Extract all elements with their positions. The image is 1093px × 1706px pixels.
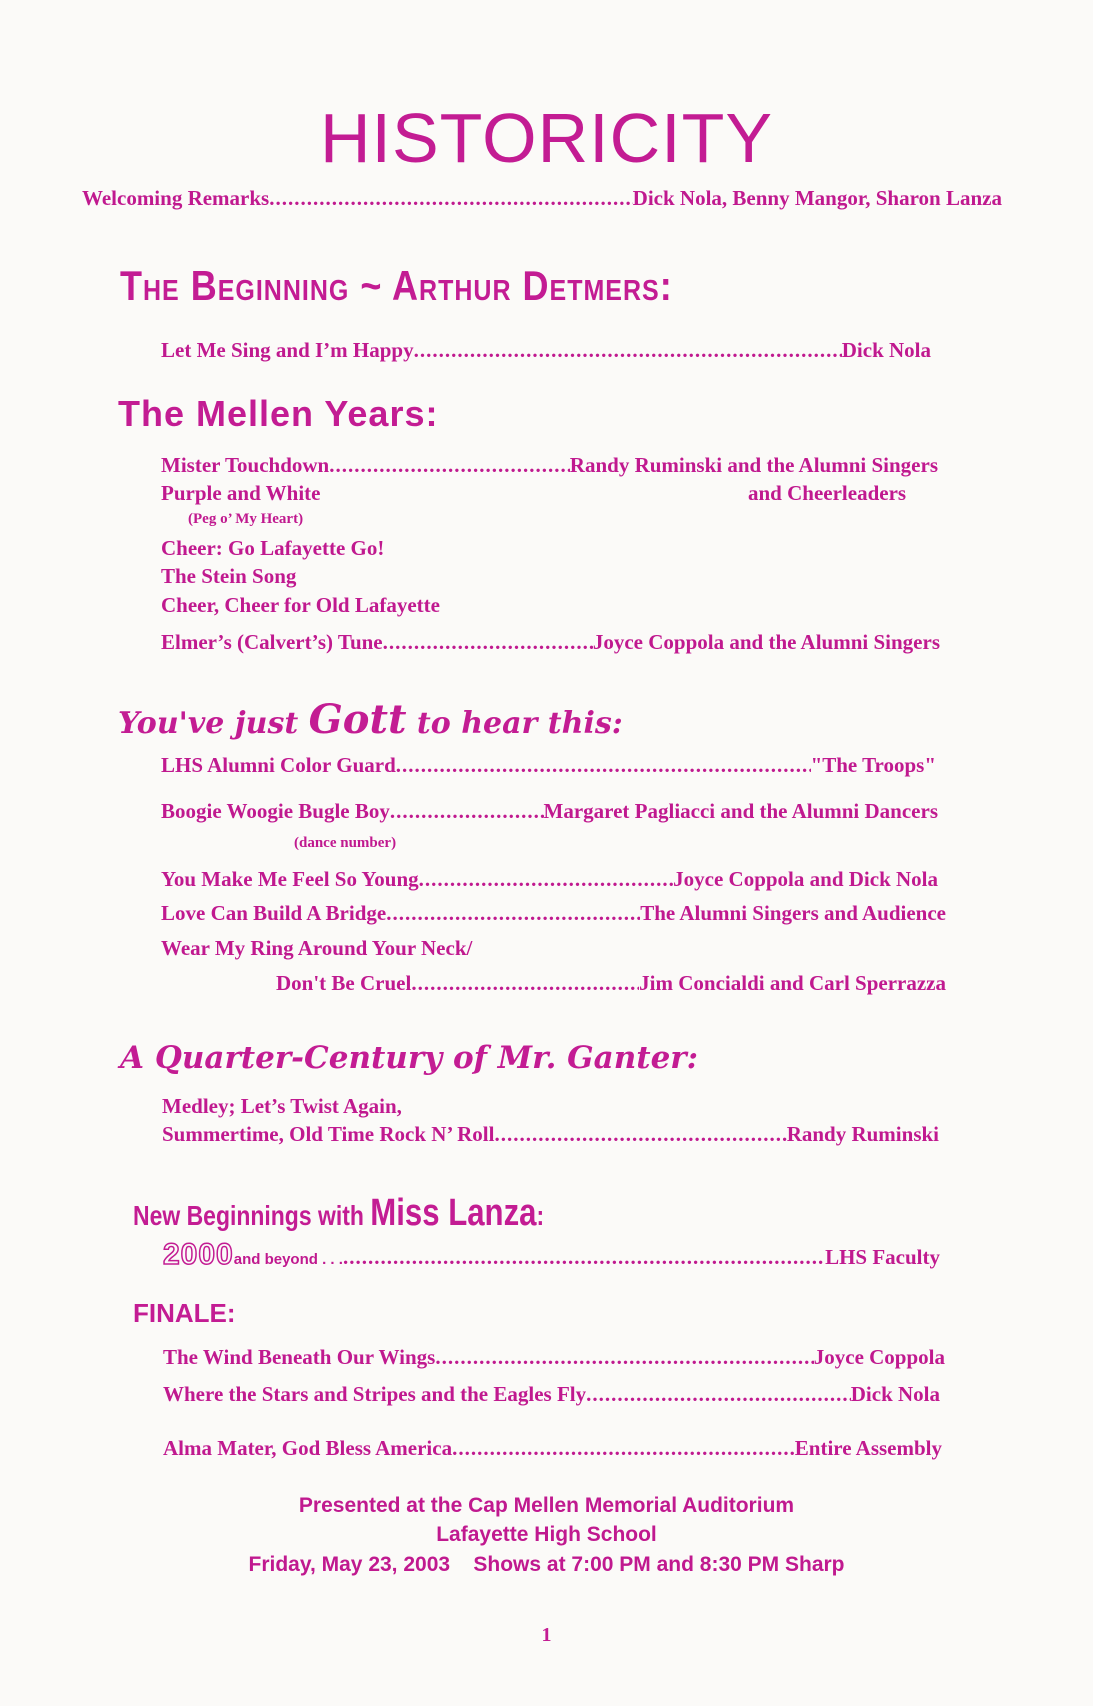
item-title: Alma Mater, God Bless America (163, 1436, 453, 1460)
item-title: LHS Alumni Color Guard (161, 753, 396, 777)
leader-dots (414, 338, 842, 363)
heading-lanza-part: : (536, 1200, 545, 1231)
item-title: Don't Be Cruel (276, 971, 412, 995)
item-title: The Stein Song (161, 564, 297, 588)
program-item (276, 971, 946, 996)
item-performers: Jim Concialdi and Carl Sperrazza (639, 971, 946, 995)
program-title: HISTORICITY (319, 99, 774, 177)
item-title: Boogie Woogie Bugle Boy (161, 799, 390, 823)
item-performers: Joyce Coppola (813, 1345, 945, 1369)
program-item (161, 453, 938, 478)
heading-gott-part: You've just (118, 706, 309, 741)
heading-lanza-part: New Beginnings with (133, 1200, 371, 1231)
item-title: You Make Me Feel So Young (161, 867, 419, 891)
item-title: Medley; Let’s Twist Again, (162, 1094, 402, 1118)
program-item (161, 867, 938, 892)
leader-dots (390, 799, 544, 824)
item-title: Elmer’s (Calvert’s) Tune (161, 630, 383, 654)
heading-lanza-emphasis: Miss Lanza (370, 1192, 537, 1234)
item-performers: Dick Nola (841, 338, 931, 362)
item-title: Cheer, Cheer for Old Lafayette (161, 593, 440, 617)
heading-gott-emphasis: Gott (308, 696, 407, 743)
leader-dots (396, 753, 811, 778)
heading-lanza (133, 1192, 544, 1235)
item-performers: Margaret Pagliacci and the Alumni Dancers (543, 799, 938, 823)
item-title: Let Me Sing and I’m Happy (161, 338, 414, 362)
footer-school: Lafayette High School (436, 1523, 657, 1546)
program-item (163, 1382, 940, 1407)
leader-dots (343, 1245, 825, 1270)
leader-dots (452, 1436, 795, 1461)
item-title (163, 1238, 343, 1272)
footer-date-times: Friday, May 23, 2003 Shows at 7:00 PM and 8:30 PM Sharp (248, 1553, 845, 1576)
leader-dots (586, 1382, 851, 1407)
and-beyond: and beyond . . . (233, 1251, 343, 1268)
footer-venue: Presented at the Cap Mellen Memorial Auditorium (298, 1494, 795, 1517)
program-item (161, 799, 938, 824)
leader-dots (494, 1122, 786, 1147)
program-item (163, 1345, 945, 1370)
year-2000: 2000 (163, 1238, 234, 1271)
item-title: Purple and White (161, 481, 321, 505)
item-performers: "The Troops" (810, 753, 936, 777)
item-performers: Randy Ruminski and the Alumni Singers (569, 453, 938, 477)
heading-mellen-years: The Mellen Years: (118, 393, 439, 434)
item-title: Cheer: Go Lafayette Go! (161, 536, 385, 560)
leader-dots (419, 867, 674, 892)
item-performers: Entire Assembly (794, 1436, 942, 1460)
program-item (161, 338, 931, 363)
item-performers: Joyce Coppola and Dick Nola (673, 867, 938, 891)
item-performers: and Cheerleaders (748, 481, 907, 505)
leader-dots (411, 971, 639, 996)
heading-gott (118, 696, 623, 743)
item-performers: LHS Faculty (825, 1245, 940, 1269)
heading-beginning: The Beginning ~ Arthur Detmers: (120, 262, 673, 310)
welcome-label: Welcoming Remarks (82, 186, 270, 210)
item-subtitle: (dance number) (294, 835, 397, 851)
item-title: Mister Touchdown (161, 453, 330, 477)
leader-dots (269, 186, 632, 211)
leader-dots (435, 1345, 813, 1370)
leader-dots (329, 453, 570, 478)
item-title: Love Can Build A Bridge (161, 901, 387, 925)
item-performers: Dick Nola (850, 1382, 940, 1406)
item-performers: The Alumni Singers and Audience (640, 901, 946, 925)
page-number: 1 (541, 1624, 552, 1646)
item-title: The Wind Beneath Our Wings (163, 1345, 436, 1369)
program-item (161, 901, 946, 926)
item-title: Wear My Ring Around Your Neck/ (161, 936, 473, 960)
program-item (161, 630, 940, 655)
welcome-line (82, 186, 1002, 211)
item-performers: Randy Ruminski (786, 1122, 939, 1146)
leader-dots (386, 901, 640, 926)
leader-dots (383, 630, 593, 655)
heading-finale: FINALE: (133, 1298, 236, 1328)
program-item (162, 1122, 939, 1147)
item-performers: Joyce Coppola and the Alumni Singers (592, 630, 940, 654)
program-item (163, 1238, 940, 1272)
item-title: Where the Stars and Stripes and the Eagles Fly (163, 1382, 587, 1406)
heading-ganter: A Quarter-Century of Mr. Ganter: (120, 1040, 699, 1076)
item-subtitle: (Peg o’ My Heart) (188, 511, 304, 527)
welcome-performers: Dick Nola, Benny Mangor, Sharon Lanza (632, 186, 1002, 210)
program-item (161, 753, 936, 778)
item-title: Summertime, Old Time Rock N’ Roll (162, 1122, 495, 1146)
program-item (163, 1436, 942, 1461)
heading-gott-part: to hear this: (406, 706, 623, 741)
